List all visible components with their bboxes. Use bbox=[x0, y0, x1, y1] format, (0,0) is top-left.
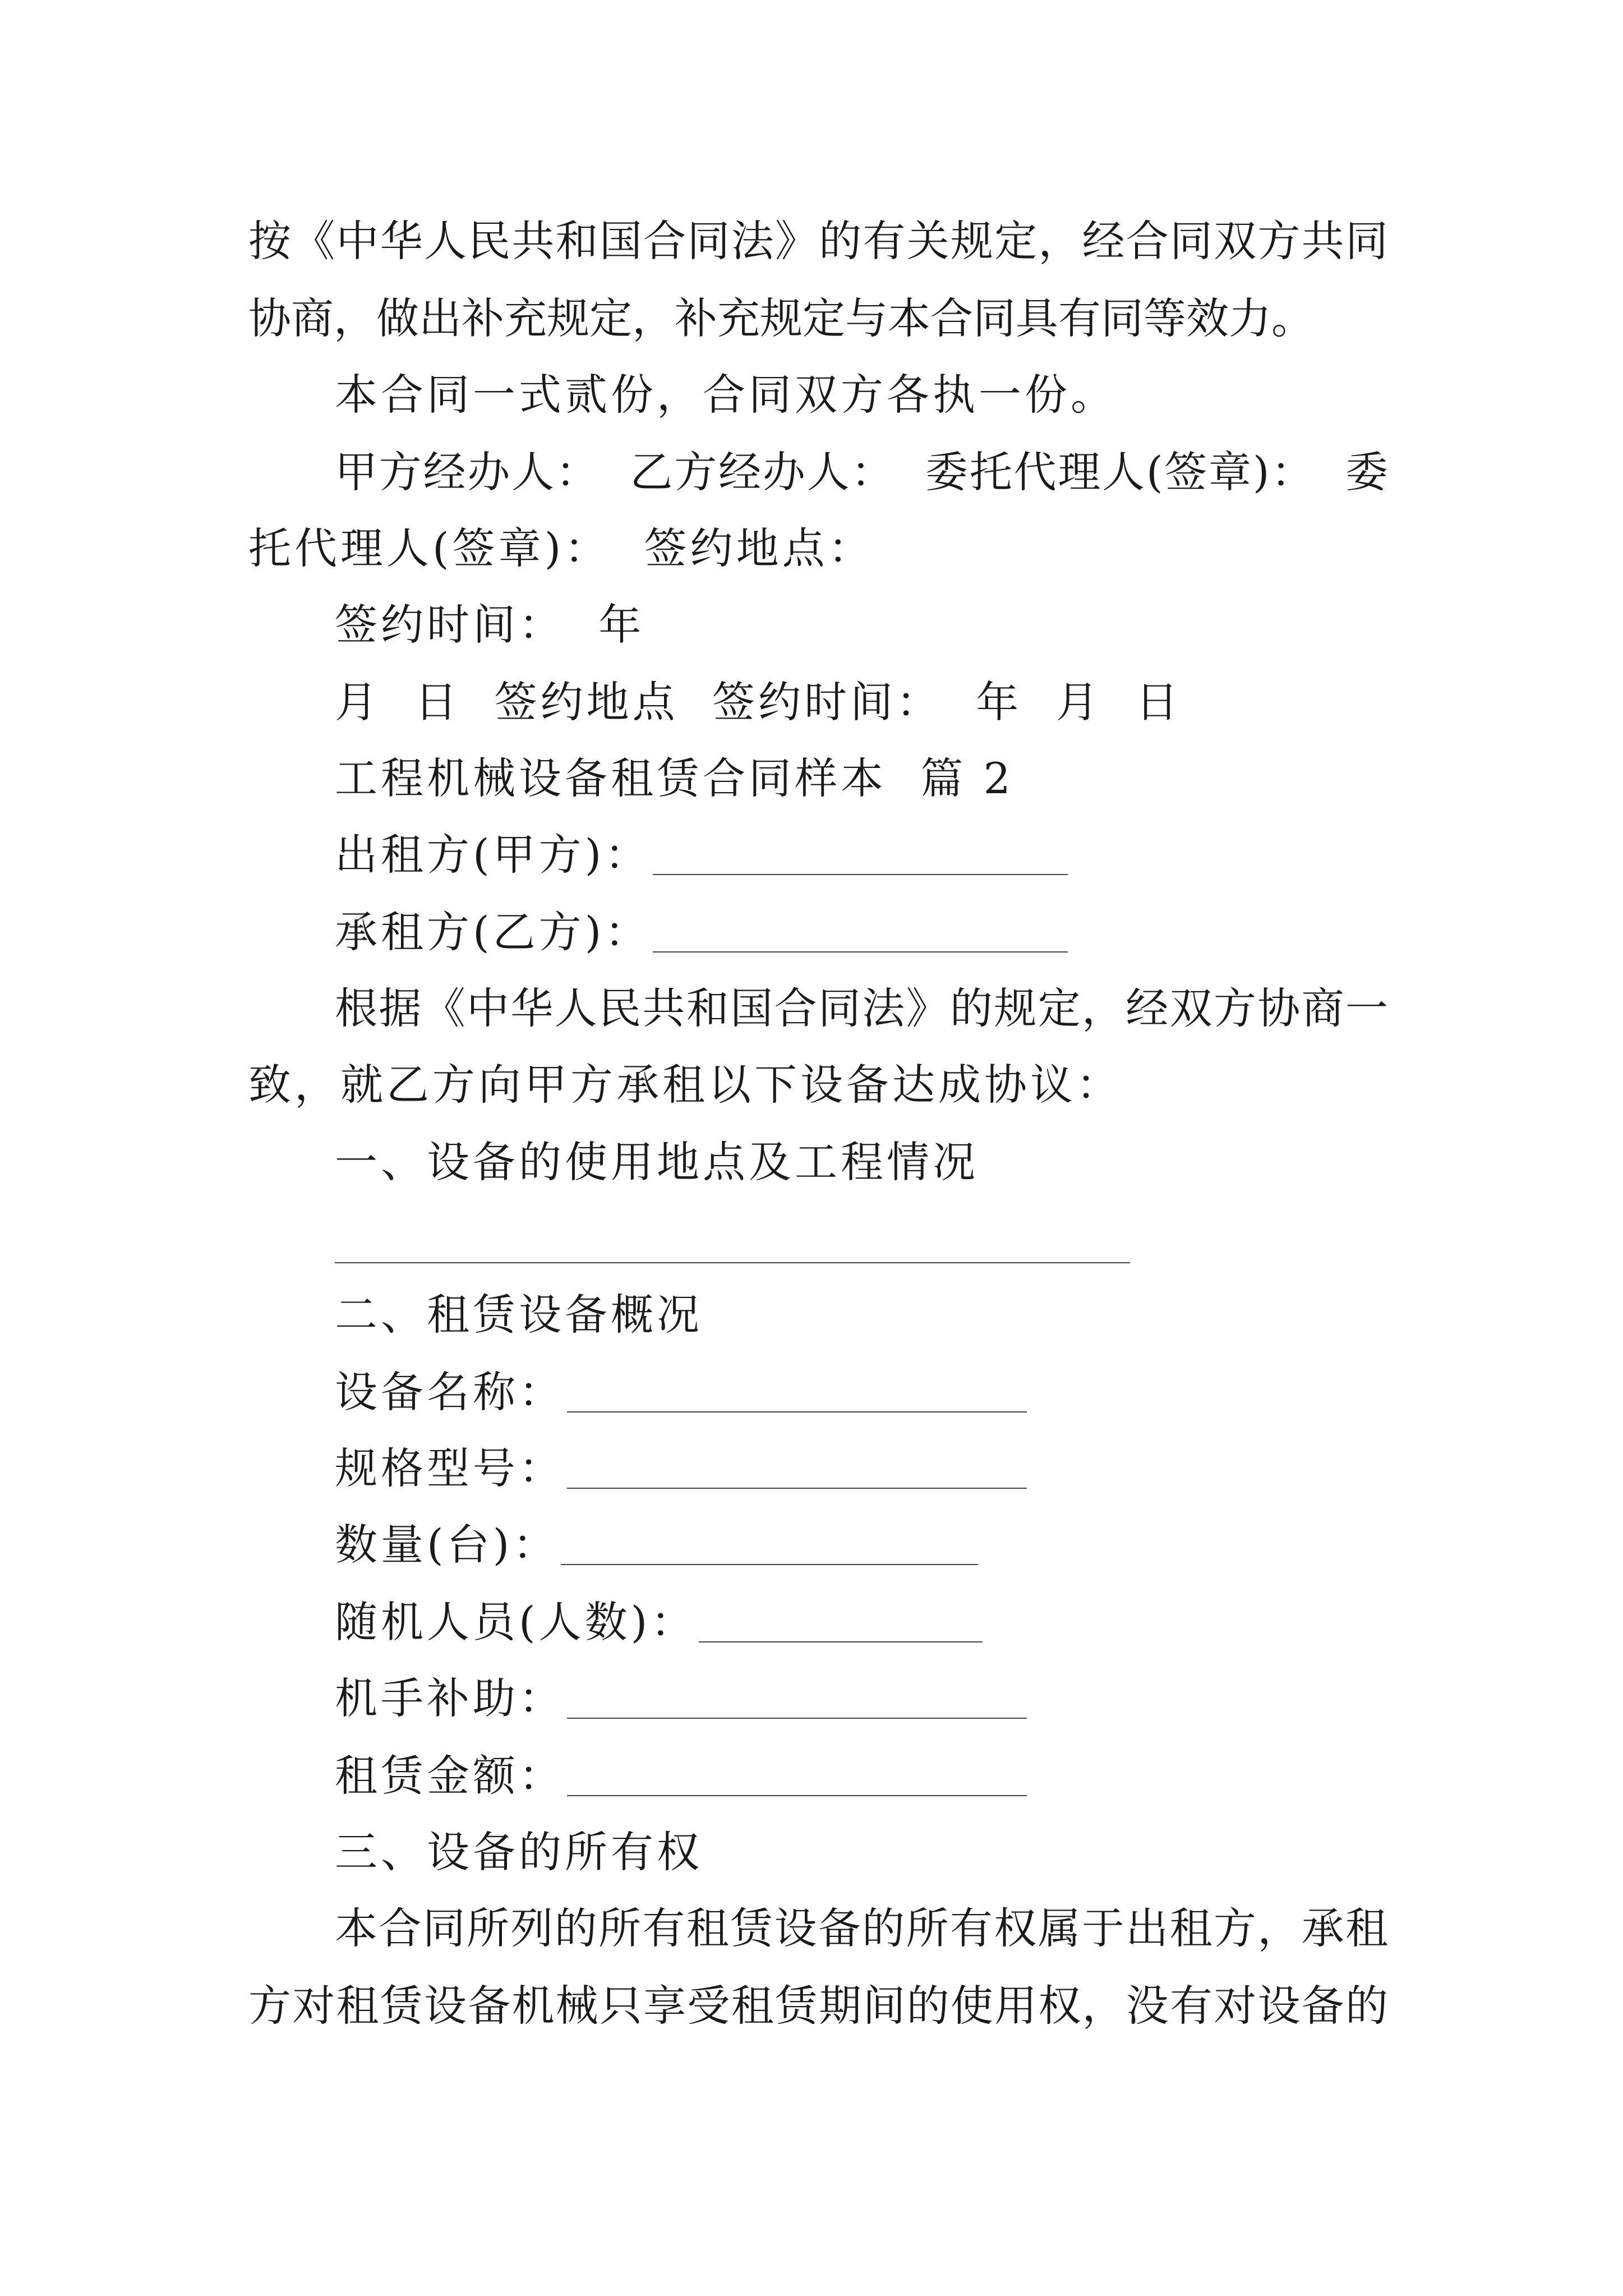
paragraph-line: 致，就乙方向甲方承租以下设备达成协议： bbox=[248, 1060, 1122, 1110]
quantity-label: 数量(台)： bbox=[335, 1520, 559, 1570]
equipment-name-blank[interactable] bbox=[567, 1406, 1027, 1412]
lessee-field bbox=[335, 907, 1068, 957]
location-blank-line[interactable] bbox=[335, 1262, 1130, 1263]
lessor-label: 出租方(甲方)： bbox=[335, 830, 651, 880]
staff-label: 随机人员(人数)： bbox=[335, 1597, 697, 1647]
paragraph-line: 根据《中华人民共和国合同法》的规定，经双方协商一 bbox=[335, 983, 1388, 1033]
operator-subsidy-blank[interactable] bbox=[567, 1712, 1027, 1719]
paragraph-line: 本合同所列的所有租赁设备的所有权属于出租方，承租 bbox=[335, 1903, 1388, 1953]
model-label: 规格型号： bbox=[335, 1443, 565, 1493]
paragraph-line: 方对租赁设备机械只享受租赁期间的使用权，没有对设备的 bbox=[248, 1981, 1388, 2031]
lessor-field bbox=[335, 830, 1068, 880]
paragraph-line: 本合同一式贰份，合同双方各执一份。 bbox=[335, 370, 1117, 420]
quantity-field bbox=[335, 1520, 978, 1570]
staff-blank[interactable] bbox=[699, 1636, 983, 1642]
signing-time-line: 签约时间： 年 bbox=[335, 600, 645, 650]
signing-date-line: 月 日 签约地点 签约时间： 年 月 日 bbox=[335, 677, 1182, 727]
rent-amount-blank[interactable] bbox=[567, 1789, 1027, 1796]
equipment-name-label: 设备名称： bbox=[335, 1367, 565, 1417]
operator-subsidy-label: 机手补助： bbox=[335, 1673, 565, 1723]
model-field bbox=[335, 1443, 1027, 1493]
rent-amount-field bbox=[335, 1751, 1027, 1801]
staff-field bbox=[335, 1597, 983, 1647]
clause-heading: 三、设备的所有权 bbox=[335, 1827, 703, 1877]
clause-heading: 二、租赁设备概况 bbox=[335, 1290, 703, 1340]
lessee-label: 承租方(乙方)： bbox=[335, 907, 651, 957]
signature-line: 甲方经办人： 乙方经办人： 委托代理人(签章)： 委 bbox=[335, 447, 1388, 497]
lessor-blank[interactable] bbox=[653, 868, 1068, 875]
quantity-blank[interactable] bbox=[561, 1558, 978, 1565]
signature-line: 托代理人(签章)： 签约地点： bbox=[248, 523, 874, 573]
operator-subsidy-field bbox=[335, 1673, 1027, 1723]
equipment-name-field bbox=[335, 1367, 1027, 1417]
model-blank[interactable] bbox=[567, 1482, 1027, 1489]
paragraph-line: 按《中华人民共和国合同法》的有关规定，经合同双方共同 bbox=[248, 216, 1388, 266]
rent-amount-label: 租赁金额： bbox=[335, 1751, 565, 1801]
paragraph-line: 协商，做出补充规定，补充规定与本合同具有同等效力。 bbox=[248, 293, 1314, 343]
clause-heading: 一、设备的使用地点及工程情况 bbox=[335, 1137, 979, 1187]
lessee-blank[interactable] bbox=[653, 946, 1068, 953]
section-heading: 工程机械设备租赁合同样本 篇 2 bbox=[335, 753, 1014, 803]
